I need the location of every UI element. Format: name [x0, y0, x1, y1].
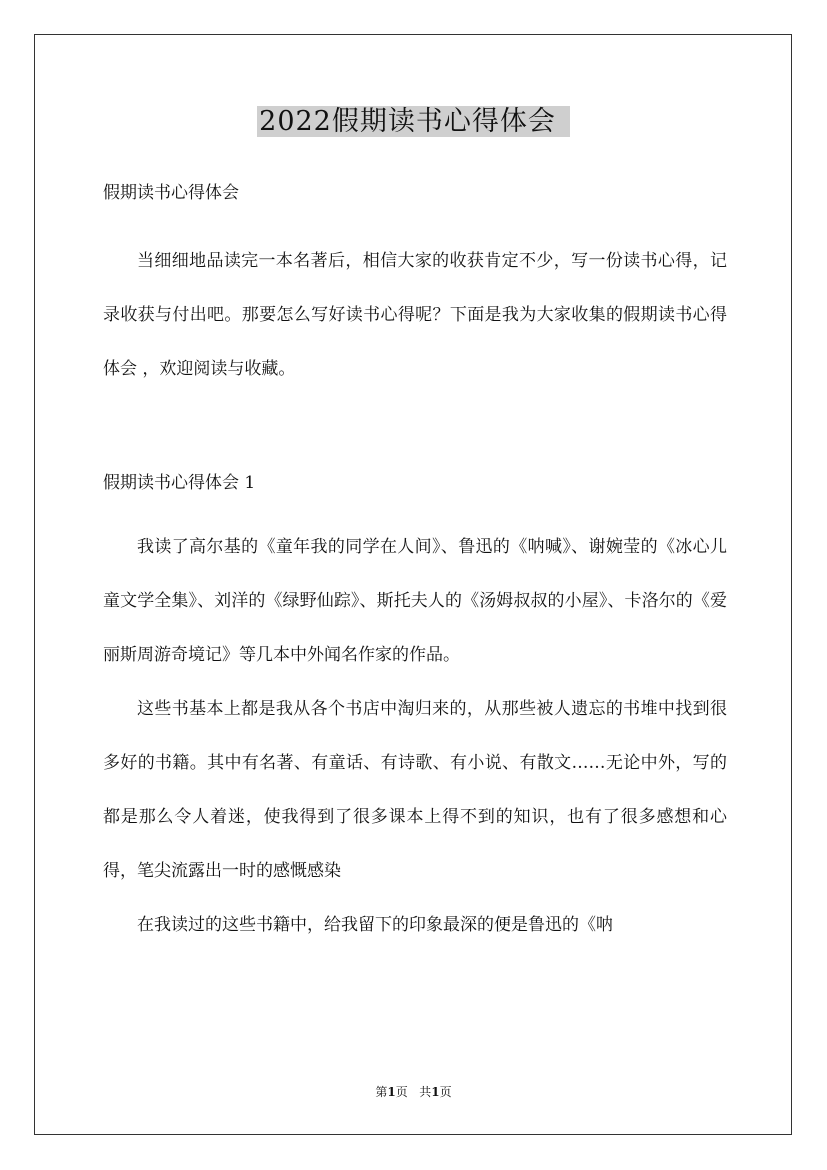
- intro-paragraph: 当细细地品读完一本名著后，相信大家的收获肯定不少，写一份读书心得，记录收获与付出吧。那要怎么写好读书心得呢？下面是我为大家收集的假期读书心得体会 ，欢迎阅读与收藏。: [103, 251, 727, 379]
- document-body: [103, 176, 727, 952]
- total-page-number: 1: [431, 1085, 440, 1099]
- body-paragraph: 这些书基本上都是我从各个书店中淘归来的，从那些被人遗忘的书堆中找到很多好的书籍。其中有名著、有童话、有诗歌、有小说、有散文……无论中外，写的都是那么令人着迷，使我得到了很多课本上得不到的知识，也有了很多感想和心得，笔尖流露出一时的感慨感染: [103, 699, 727, 881]
- body-paragraph: 在我读过的这些书籍中，给我留下的印象最深的便是鲁迅的《呐: [137, 915, 613, 935]
- intro-heading: 假期读书心得体会: [103, 183, 239, 203]
- page-footer: [0, 1083, 827, 1101]
- title-highlight: 2022假期读书心得体会: [257, 106, 570, 137]
- current-page-number: 1: [387, 1085, 396, 1099]
- section-heading: 假期读书心得体会 1: [103, 473, 256, 493]
- footer-prefix: 第: [375, 1085, 388, 1099]
- document-title: [0, 103, 827, 141]
- body-paragraph: 我读了高尔基的《童年我的同学在人间》、鲁迅的《呐喊》、谢婉莹的《冰心儿童文学全集》、刘洋的《绿野仙踪》、斯托夫人的《汤姆叔叔的小屋》、卡洛尔的《爱丽斯周游奇境记》等几本中外闻名作家的作品。: [103, 537, 727, 665]
- footer-suffix: 页: [439, 1085, 452, 1099]
- footer-mid: 页 共: [395, 1085, 432, 1099]
